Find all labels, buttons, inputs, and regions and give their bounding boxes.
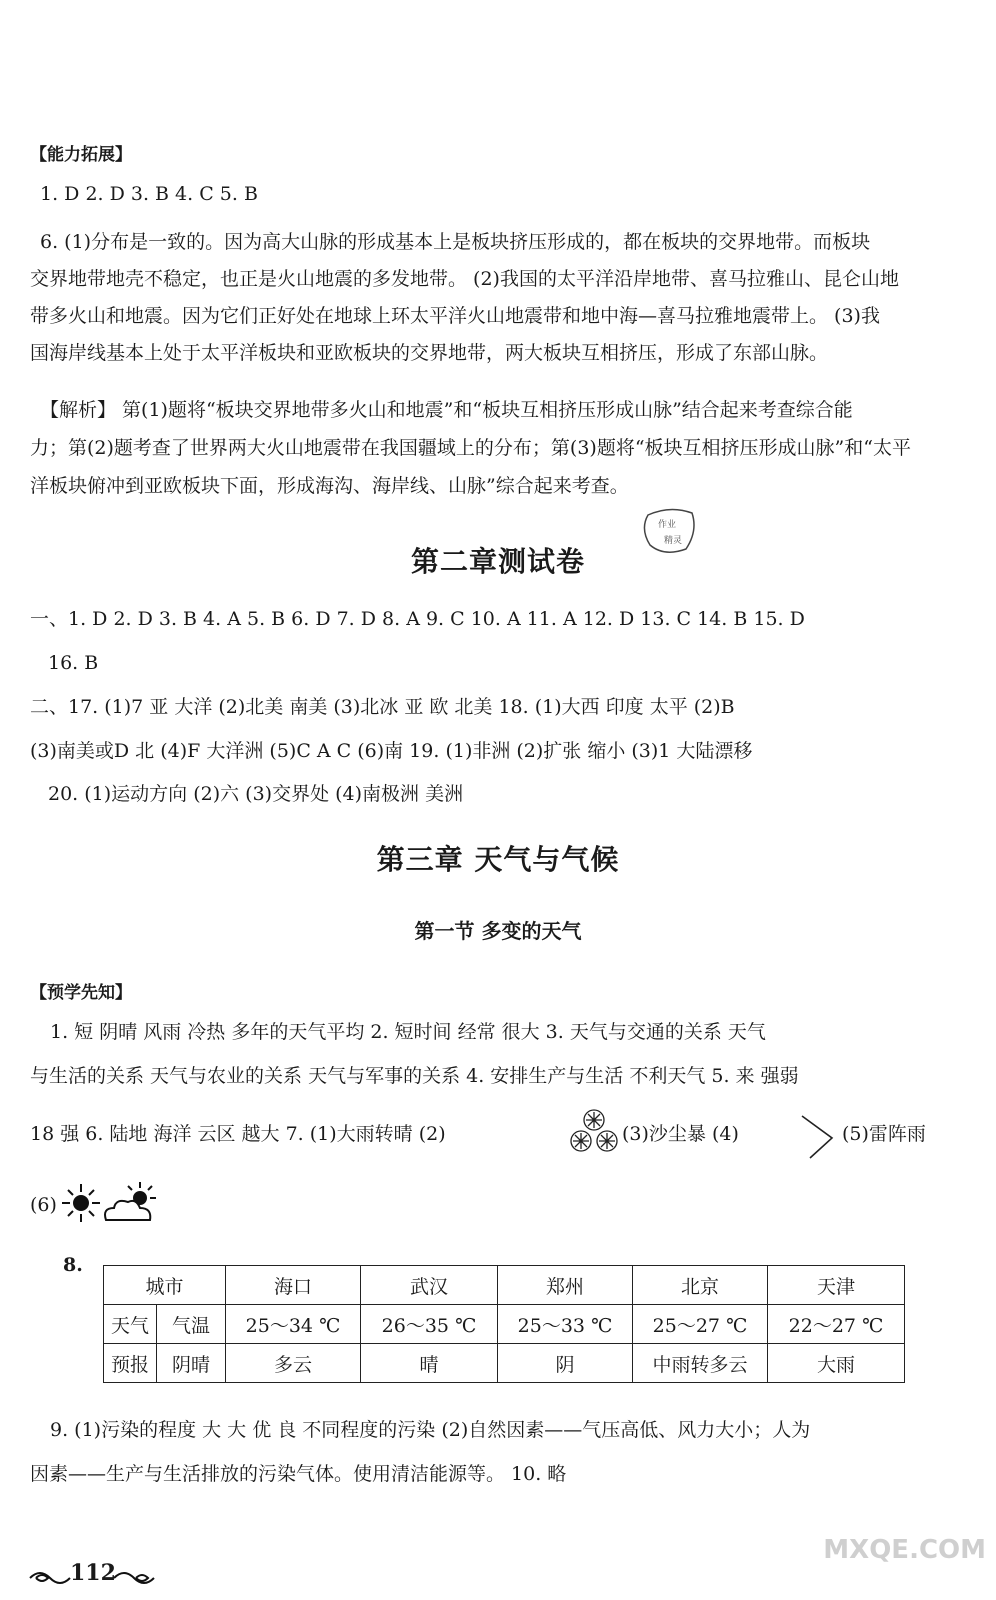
table-cell: 26～35 ℃ <box>361 1305 498 1344</box>
table-header-cell: 北京 <box>633 1266 768 1305</box>
sunny-icon <box>60 1182 102 1224</box>
left-ornament-icon <box>28 1566 72 1590</box>
table-cell: 25～34 ℃ <box>226 1305 361 1344</box>
ch3-line-3c: (5)雷阵雨 <box>842 1123 926 1145</box>
table-row <box>104 1266 905 1305</box>
analysis-line-2: 力；第(2)题考查了世界两大火山地震带在我国疆域上的分布；第(3)题将“板块互相挤压形成山脉”和“太平 <box>30 437 911 459</box>
ch3-line-4: (6) <box>30 1194 57 1216</box>
ch2-line-5: 20. (1)运动方向 (2)六 (3)交界处 (4)南极洲 美洲 <box>48 783 464 805</box>
chapter3-section: 第一节 多变的天气 <box>414 919 582 943</box>
ch3-line-3b: (3)沙尘暴 (4) <box>622 1123 739 1145</box>
answers-q1-5: 1. D 2. D 3. B 4. C 5. B <box>40 183 258 205</box>
q6-line-2: 交界地带地壳不稳定，也正是火山地震的多发地带。 (2)我国的太平洋沿岸地带、喜马拉雅山、昆仑山地 <box>30 268 899 290</box>
ch2-line-3: 二、17. (1)7 亚 大洋 (2)北美 南美 (3)北冰 亚 欧 北美 18. (1)大西 印度 太平 (2)B <box>30 696 735 718</box>
analysis-line-3: 洋板块俯冲到亚欧板块下面，形成海沟、海岸线、山脉”综合起来考查。 <box>30 475 629 497</box>
q9-line-1: 9. (1)污染的程度 大 大 优 良 不同程度的污染 (2)自然因素——气压高低、风力大小；人为 <box>50 1419 811 1441</box>
chapter3-title: 第三章 天气与气候 <box>376 843 620 876</box>
table-header-cell: 城市 <box>104 1266 226 1305</box>
svg-text:精灵: 精灵 <box>664 536 683 546</box>
table-header-cell: 武汉 <box>361 1266 498 1305</box>
table-cell: 阴晴 <box>157 1344 226 1383</box>
watermark: MXQE.COM <box>823 1535 986 1565</box>
analysis-line-1: 【解析】 第(1)题将“板块交界地带多火山和地震”和“板块互相挤压形成山脉”结合起来考查综合能 <box>40 399 853 421</box>
right-ornament-icon <box>112 1566 156 1590</box>
page-number: 112 <box>70 1560 116 1586</box>
table-cell: 中雨转多云 <box>633 1344 768 1383</box>
table-row <box>104 1344 905 1383</box>
weather-forecast-table <box>103 1265 905 1383</box>
q9-line-2: 因素——生产与生活排放的污染气体。使用清洁能源等。 10. 略 <box>30 1463 567 1485</box>
q6-line-3: 带多火山和地震。因为它们正好处在地球上环太平洋火山地震带和地中海—喜马拉雅地震带上。 (3)我 <box>30 305 880 327</box>
ch3-line-1: 1. 短 阴晴 风雨 冷热 多年的天气平均 2. 短时间 经常 很大 3. 天气与交通的关系 天气 <box>50 1021 766 1043</box>
table-cell: 气温 <box>157 1305 226 1344</box>
table-header-cell: 海口 <box>226 1266 361 1305</box>
ch2-line-1: 一、1. D 2. D 3. B 4. A 5. B 6. D 7. D 8. A 9. C 10. A 11. A 12. D 13. C 14. B 15. D <box>30 608 805 630</box>
table-cell: 阴 <box>498 1344 633 1383</box>
chapter2-title: 第二章测试卷 <box>410 545 585 578</box>
section-tag-ability: 【能力拓展】 <box>30 145 132 165</box>
wind-chevron-icon <box>798 1112 838 1162</box>
partly-cloudy-icon <box>100 1180 166 1228</box>
ch3-line-2: 与生活的关系 天气与农业的关系 天气与军事的关系 4. 安排生产与生活 不利天气 5. 来 强弱 <box>30 1065 799 1087</box>
table-cell: 25～33 ℃ <box>498 1305 633 1344</box>
table-row <box>104 1305 905 1344</box>
section-tag-preview: 【预学先知】 <box>30 983 132 1003</box>
table-cell: 晴 <box>361 1344 498 1383</box>
heavy-snow-icon <box>568 1108 620 1154</box>
ch2-line-4: (3)南美或D 北 (4)F 大洋洲 (5)C A C (6)南 19. (1)非洲 (2)扩张 缩小 (3)1 大陆漂移 <box>30 740 753 762</box>
q6-line-4: 国海岸线基本上处于太平洋板块和亚欧板块的交界地带，两大板块互相挤压，形成了东部山脉。 <box>30 342 829 364</box>
q6-line-1: 6. (1)分布是一致的。因为高大山脉的形成基本上是板块挤压形成的，都在板块的交界地带。而板块 <box>40 231 871 253</box>
q8-number: 8. <box>63 1254 83 1276</box>
table-cell: 25～27 ℃ <box>633 1305 768 1344</box>
table-header-cell: 天津 <box>768 1266 905 1305</box>
table-cell: 大雨 <box>768 1344 905 1383</box>
table-cell: 22～27 ℃ <box>768 1305 905 1344</box>
svg-text:作业: 作业 <box>658 520 677 530</box>
ch3-line-3: 18 强 6. 陆地 海洋 云区 越大 7. (1)大雨转晴 (2) <box>30 1123 446 1145</box>
table-cell: 天气 <box>104 1305 157 1344</box>
table-cell: 多云 <box>226 1344 361 1383</box>
table-header-cell: 郑州 <box>498 1266 633 1305</box>
ch2-line-2: 16. B <box>48 652 99 674</box>
table-cell: 预报 <box>104 1344 157 1383</box>
